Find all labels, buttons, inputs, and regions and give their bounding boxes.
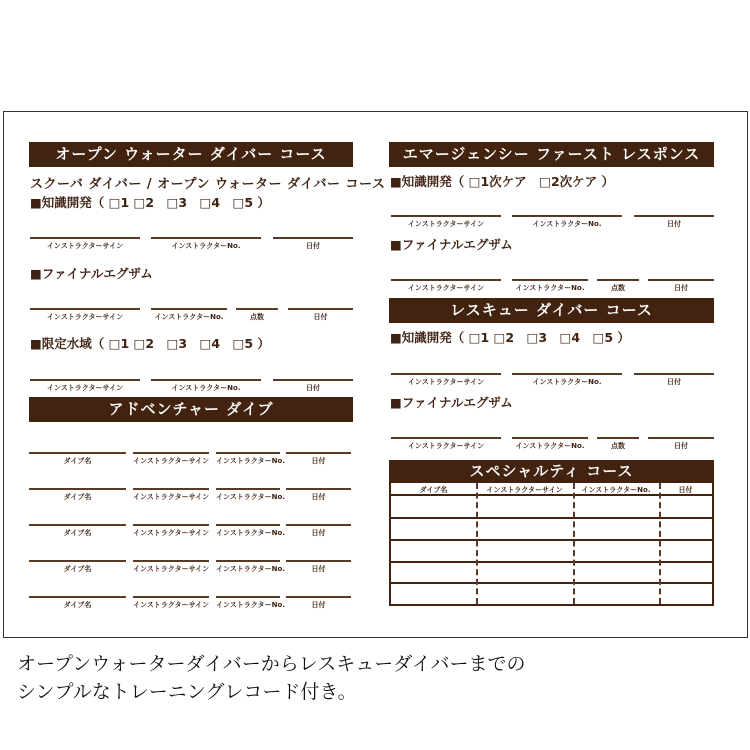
- instructor-no-line[interactable]: [151, 379, 261, 381]
- instructor-no-label: インストラクターNo.: [154, 313, 224, 321]
- date-line[interactable]: [273, 237, 353, 239]
- date-line[interactable]: [648, 437, 714, 439]
- score-label: 点数: [250, 313, 264, 321]
- date-line[interactable]: [273, 379, 353, 381]
- instructor-sign-label: インストラクターサイン: [46, 313, 124, 321]
- rescue-final-exam: ■ファイナルエグザム: [390, 395, 513, 410]
- column-divider: [659, 483, 661, 604]
- efr-knowledge[interactable]: ■知識開発（ □1次ケア □2次ケア ）: [390, 174, 615, 189]
- instructor-no-label: インストラクターNo.: [515, 442, 585, 450]
- date-label: 日付: [667, 378, 681, 386]
- dive-name-line[interactable]: [29, 596, 126, 598]
- open-water-confined[interactable]: ■限定水域（ □1 □2 □3 □4 □5 ）: [30, 336, 270, 351]
- instructor-no-label: インストラクターNo.: [171, 384, 241, 392]
- instructor-no-line[interactable]: [216, 524, 280, 526]
- date-label: 日付: [313, 313, 328, 321]
- date-line[interactable]: [286, 452, 351, 454]
- col-date: 日付: [678, 486, 693, 494]
- date-label: 日付: [311, 457, 326, 465]
- col-instructor-sign: インストラクターサイン: [486, 486, 563, 494]
- rescue-knowledge[interactable]: ■知識開発（ □1 □2 □3 □4 □5 ）: [390, 330, 630, 345]
- column-divider: [476, 483, 478, 604]
- signature-line[interactable]: [30, 308, 140, 310]
- caption: [17, 650, 525, 706]
- score-label: 点数: [611, 442, 625, 450]
- signature-line[interactable]: [391, 215, 501, 217]
- instructor-no-line[interactable]: [151, 237, 261, 239]
- date-line[interactable]: [286, 524, 351, 526]
- date-label: 日付: [311, 493, 326, 501]
- dive-name-label: ダイブ名: [63, 493, 92, 501]
- open-water-final-exam: ■ファイナルエグザム: [30, 266, 153, 281]
- instructor-sign-line[interactable]: [133, 524, 209, 526]
- instructor-no-line[interactable]: [216, 560, 280, 562]
- instructor-no-line[interactable]: [151, 308, 227, 310]
- signature-line[interactable]: [30, 379, 140, 381]
- instructor-sign-label: インストラクターサイン: [133, 493, 210, 501]
- instructor-sign-label: インストラクターサイン: [407, 284, 485, 292]
- table-row[interactable]: [391, 541, 712, 563]
- instructor-sign-line[interactable]: [133, 560, 209, 562]
- specialty-banner: スペシャルティ コース: [389, 460, 714, 483]
- efr-final-exam: ■ファイナルエグザム: [390, 237, 513, 252]
- date-line[interactable]: [634, 215, 714, 217]
- instructor-no-line[interactable]: [216, 452, 280, 454]
- date-line[interactable]: [648, 279, 714, 281]
- date-label: 日付: [667, 220, 681, 228]
- instructor-no-label: インストラクターNo.: [515, 284, 585, 292]
- signature-line[interactable]: [391, 437, 501, 439]
- instructor-no-label: インストラクターNo.: [532, 220, 602, 228]
- signature-line[interactable]: [391, 279, 501, 281]
- instructor-no-label: インストラクターNo.: [216, 457, 285, 465]
- instructor-no-line[interactable]: [216, 488, 280, 490]
- open-water-knowledge[interactable]: ■知識開発（ □1 □2 □3 □4 □5 ）: [30, 195, 270, 210]
- table-row[interactable]: [391, 563, 712, 584]
- efr-banner: エマージェンシー ファースト レスポンス: [389, 142, 714, 167]
- instructor-sign-line[interactable]: [133, 488, 209, 490]
- instructor-no-line[interactable]: [512, 373, 622, 375]
- instructor-no-label: インストラクターNo.: [216, 529, 285, 537]
- instructor-sign-label: インストラクターサイン: [407, 442, 485, 450]
- date-label: 日付: [311, 601, 326, 609]
- instructor-no-label: インストラクターNo.: [216, 565, 285, 573]
- date-label: 日付: [306, 384, 320, 392]
- instructor-sign-label: インストラクターサイン: [46, 384, 124, 392]
- dive-name-line[interactable]: [29, 452, 126, 454]
- dive-name-line[interactable]: [29, 560, 126, 562]
- open-water-subtitle: スクーバ ダイバー / オープン ウォーター ダイバー コース: [30, 177, 386, 192]
- dive-name-line[interactable]: [29, 524, 126, 526]
- date-line[interactable]: [286, 488, 351, 490]
- instructor-sign-label: インストラクターサイン: [133, 601, 210, 609]
- specialty-table: [389, 483, 714, 606]
- date-line[interactable]: [286, 596, 351, 598]
- score-line[interactable]: [597, 279, 639, 281]
- dive-name-label: ダイブ名: [63, 529, 92, 537]
- instructor-no-label: インストラクターNo.: [532, 378, 602, 386]
- column-divider: [573, 483, 575, 604]
- instructor-no-label: インストラクターNo.: [216, 493, 285, 501]
- date-line[interactable]: [634, 373, 714, 375]
- instructor-no-label: インストラクターNo.: [171, 242, 241, 250]
- dive-name-label: ダイブ名: [63, 457, 92, 465]
- instructor-no-line[interactable]: [512, 437, 588, 439]
- signature-line[interactable]: [30, 237, 140, 239]
- instructor-sign-label: インストラクターサイン: [407, 220, 485, 228]
- table-row[interactable]: [391, 519, 712, 541]
- instructor-sign-line[interactable]: [133, 596, 209, 598]
- score-label: 点数: [611, 284, 625, 292]
- dive-name-line[interactable]: [29, 488, 126, 490]
- caption-line-1: オープンウォーターダイバーからレスキューダイバーまでの: [17, 653, 526, 675]
- date-line[interactable]: [286, 560, 351, 562]
- rescue-banner: レスキュー ダイバー コース: [389, 298, 714, 323]
- caption-line-2: シンプルなトレーニングレコード付き。: [17, 681, 357, 703]
- col-instructor-no: インストラクターNo.: [581, 486, 651, 494]
- instructor-no-line[interactable]: [216, 596, 280, 598]
- signature-line[interactable]: [391, 373, 501, 375]
- date-label: 日付: [674, 284, 688, 292]
- instructor-sign-line[interactable]: [133, 452, 209, 454]
- instructor-sign-label: インストラクターサイン: [133, 565, 210, 573]
- date-label: 日付: [311, 565, 326, 573]
- date-label: 日付: [311, 529, 326, 537]
- table-row[interactable]: [391, 584, 712, 604]
- adventure-banner: アドベンチャー ダイブ: [29, 397, 353, 422]
- dive-name-label: ダイブ名: [63, 601, 92, 609]
- date-label: 日付: [674, 442, 688, 450]
- date-label: 日付: [306, 242, 320, 250]
- instructor-sign-label: インストラクターサイン: [133, 457, 210, 465]
- dive-name-label: ダイブ名: [63, 565, 92, 573]
- score-line[interactable]: [236, 308, 278, 310]
- instructor-no-line[interactable]: [512, 279, 588, 281]
- instructor-no-label: インストラクターNo.: [216, 601, 285, 609]
- open-water-banner: オープン ウォーター ダイバー コース: [29, 142, 353, 167]
- instructor-sign-label: インストラクターサイン: [46, 242, 124, 250]
- score-line[interactable]: [597, 437, 639, 439]
- col-dive-name: ダイブ名: [419, 486, 448, 494]
- specialty-table-header: [391, 483, 712, 496]
- instructor-sign-label: インストラクターサイン: [407, 378, 485, 386]
- date-line[interactable]: [288, 308, 353, 310]
- instructor-no-line[interactable]: [512, 215, 622, 217]
- table-row[interactable]: [391, 496, 712, 519]
- instructor-sign-label: インストラクターサイン: [133, 529, 210, 537]
